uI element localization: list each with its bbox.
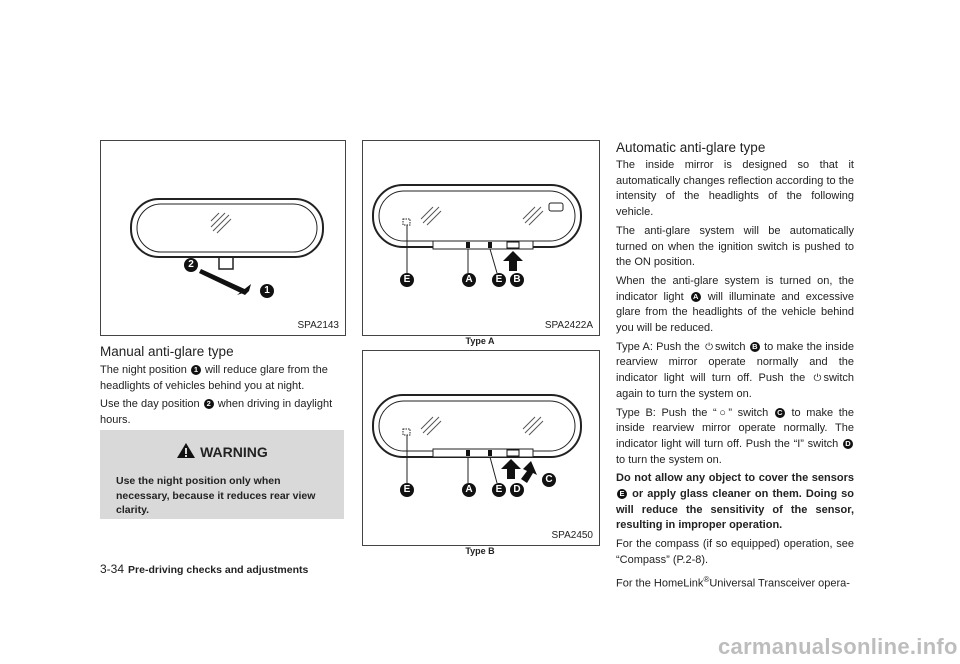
page-footer xyxy=(100,562,308,576)
warning-header: WARNING xyxy=(100,442,344,460)
callout-e-right: E xyxy=(492,483,506,497)
callout-a: A xyxy=(462,273,476,287)
callout-2: 2 xyxy=(184,258,198,272)
callout-d: D xyxy=(510,483,524,497)
type-a-mirror-illustration xyxy=(363,141,599,335)
figure-type-b xyxy=(362,350,600,546)
heading-automatic: Automatic anti-glare type xyxy=(616,140,766,155)
registered-mark: ® xyxy=(703,574,710,584)
callout-b-inline: B xyxy=(750,342,760,352)
figure-code: SPA2422A xyxy=(544,320,593,331)
warning-box xyxy=(100,430,344,519)
automatic-text xyxy=(616,158,854,595)
paragraph: For the HomeLink®Universal Transceiver opera- xyxy=(616,574,850,590)
page-number: 3-34 xyxy=(100,562,125,576)
callout-e-inline: E xyxy=(617,489,627,499)
paragraph: Use the day position 2 when driving in daylight hours. xyxy=(100,398,333,427)
callout-a: A xyxy=(462,483,476,497)
warning-triangle-icon xyxy=(176,442,196,459)
paragraph: The anti-glare system will be automatically turned on when the ignition switch is pushed to the ON position. xyxy=(616,224,854,269)
callout-a-inline: A xyxy=(691,292,701,302)
caption-type-b: Type B xyxy=(465,546,495,556)
figure-code: SPA2143 xyxy=(297,320,339,331)
paragraph: The night position 1 will reduce glare from the headlights of vehicles behind you at night. xyxy=(100,364,328,392)
watermark: carmanualsonline.info xyxy=(718,634,958,659)
figure-code: SPA2450 xyxy=(551,530,593,541)
heading-manual: Manual anti-glare type xyxy=(100,344,234,359)
caption-type-a: Type A xyxy=(465,336,495,346)
paragraph: The inside mirror is designed so that it automatically changes reflection according to the intensity of the headlights of the following vehicle. xyxy=(616,159,854,219)
power-icon: ⏻ xyxy=(705,341,713,353)
callout-e-left: E xyxy=(400,483,414,497)
figure-manual-mirror xyxy=(100,140,346,336)
paragraph: For the compass (if so equipped) operation, see “Compass” (P.2-8). xyxy=(616,538,854,566)
callout-c: C xyxy=(542,473,556,487)
type-b-mirror-illustration xyxy=(363,351,599,545)
paragraph: Do not allow any object to cover the sensors E or apply glass cleaner on them. Doing so will reduce the sensitivity of the sensor, resulting in improper operation. xyxy=(616,472,854,532)
callout-b: B xyxy=(510,273,524,287)
callout-e-right: E xyxy=(492,273,506,287)
callout-d-inline: D xyxy=(843,439,853,449)
callout-1: 1 xyxy=(260,284,274,298)
callout-2-inline: 2 xyxy=(204,399,214,409)
manual-text xyxy=(100,363,346,432)
figure-type-a xyxy=(362,140,600,336)
power-icon: ⏻ xyxy=(813,373,822,385)
warning-text: Use the night position only when necessary, because it reduces rear view clarity. xyxy=(116,475,316,516)
callout-1-inline: 1 xyxy=(191,365,201,375)
section-title: Pre-driving checks and adjustments xyxy=(128,564,309,576)
manual-mirror-illustration xyxy=(101,141,345,335)
callout-e-left: E xyxy=(400,273,414,287)
paragraph: Type A: Push the ⏻ switch B to make the inside rearview mirror operate normally and the indicator light will turn off. Push the ⏻ switch again to turn the system on. xyxy=(616,340,854,400)
paragraph: Type B: Push the “○” switch C to make the inside rearview mirror operate normally. The indicator light will turn off. Push the “I” switch D to turn the system on. xyxy=(616,406,854,466)
callout-c-inline: C xyxy=(775,408,785,418)
paragraph: When the anti-glare system is turned on, the indicator light A will illuminate and excessive glare from the headlights of the vehicle behind you will be reduced. xyxy=(616,274,855,335)
